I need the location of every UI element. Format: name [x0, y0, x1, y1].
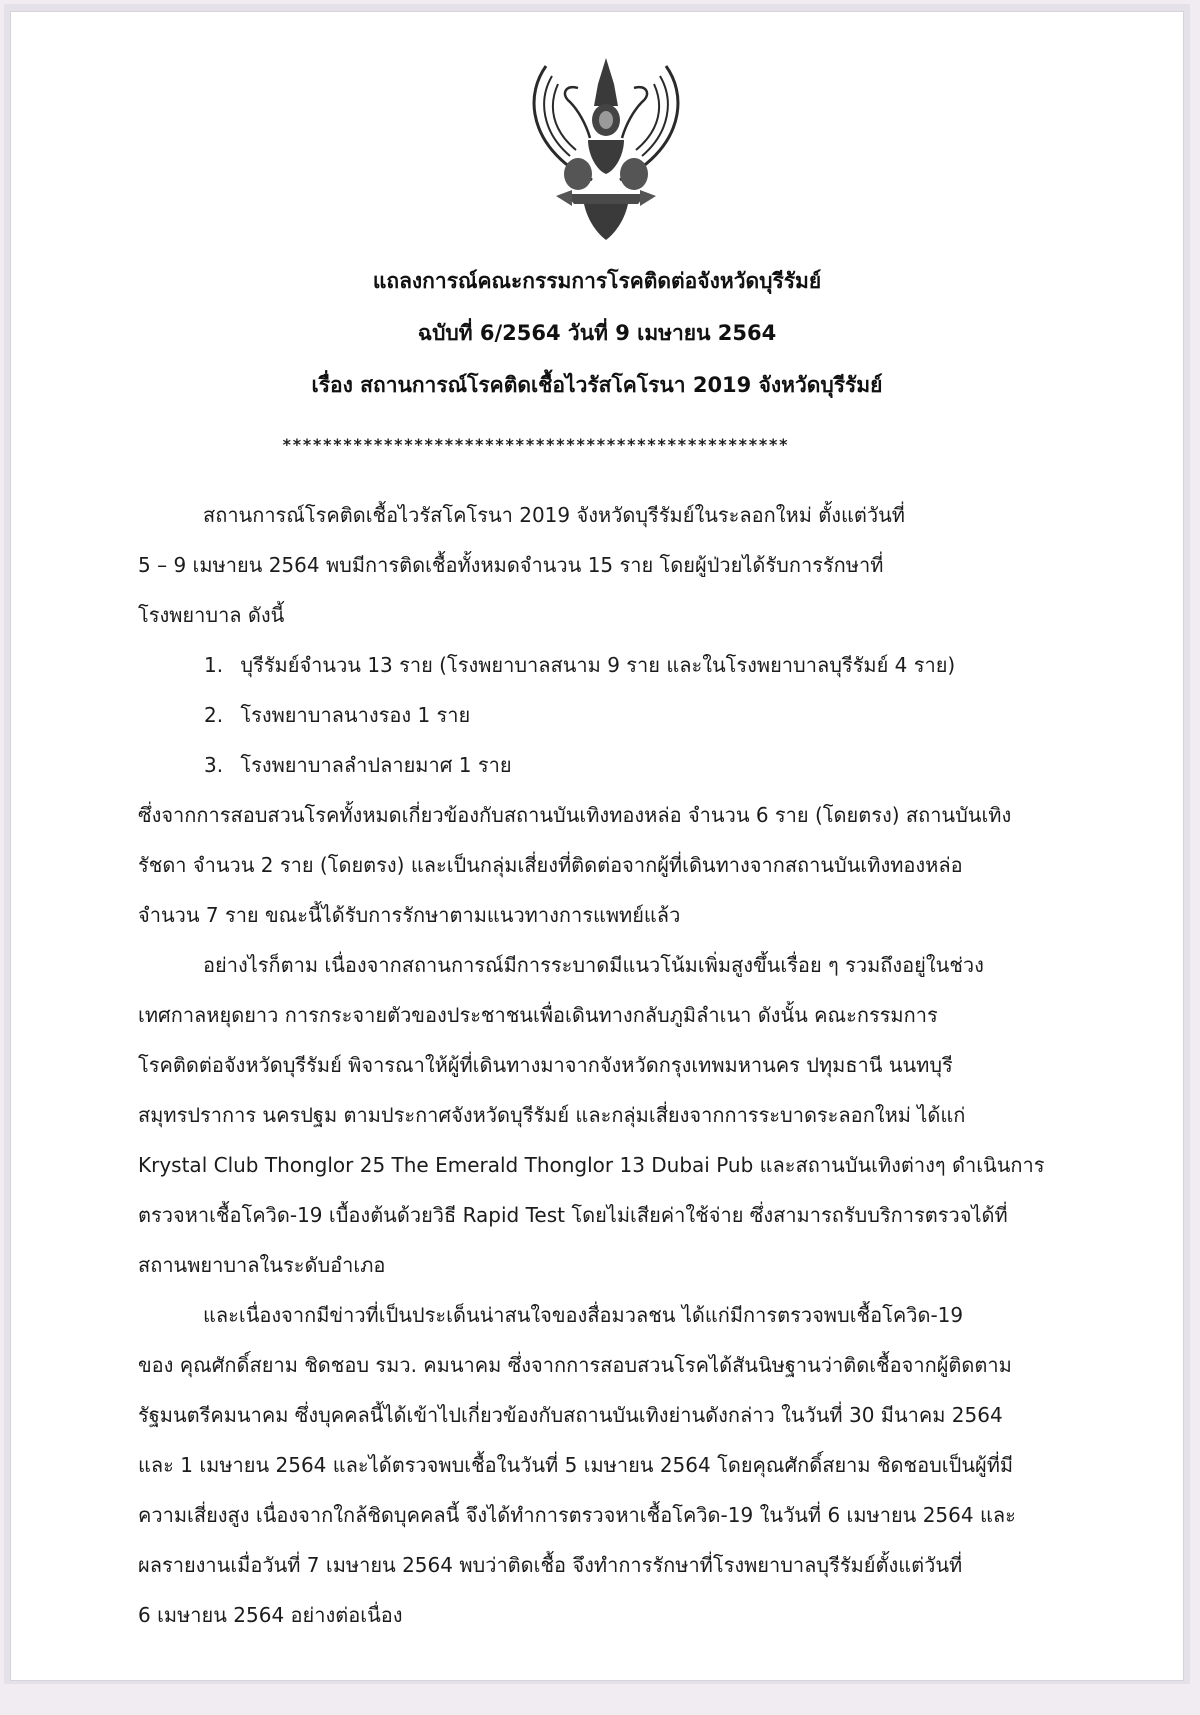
paragraph-3-line-2: เทศกาลหยุดยาว การกระจายตัวของประชาชนเพื่อเดินทางกลับภูมิลำเนา ดังนั้น คณะกรรมการ: [138, 1003, 938, 1027]
list-number: 1.: [204, 653, 224, 677]
paragraph-4-line-6: ผลรายงานเมื่อวันที่ 7 เมษายน 2564 พบว่าติดเชื้อ จึงทำการรักษาที่โรงพยาบาลบุรีรัมย์ตั้งแต่วันที่: [138, 1553, 963, 1577]
paragraph-1-line-1: สถานการณ์โรคติดเชื้อไวรัสโคโรนา 2019 จังหวัดบุรีรัมย์ในระลอกใหม่ ตั้งแต่วันที่: [203, 503, 905, 527]
list-item-2: [204, 699, 470, 731]
paragraph-4-line-3: รัฐมนตรีคมนาคม ซึ่งบุคคลนี้ได้เข้าไปเกี่ยวข้องกับสถานบันเทิงย่านดังกล่าว ในวันที่ 30 มีนาคม 2564: [138, 1403, 1003, 1427]
list-text: บุรีรัมย์จำนวน 13 ราย (โรงพยาบาลสนาม 9 ราย และในโรงพยาบาลบุรีรัมย์ 4 ราย): [240, 653, 956, 677]
paragraph-4-line-4: และ 1 เมษายน 2564 และได้ตรวจพบเชื้อในวันที่ 5 เมษายน 2564 โดยคุณศักดิ์สยาม ชิดชอบเป็นผู้ที่มี: [138, 1453, 1014, 1477]
list-item-1: [204, 649, 955, 681]
list-text: โรงพยาบาลนางรอง 1 ราย: [240, 703, 471, 727]
paragraph-4-line-2: ของ คุณศักดิ์สยาม ชิดชอบ รมว. คมนาคม ซึ่งจากการสอบสวนโรคได้สันนิษฐานว่าติดเชื้อจากผู้ติดตาม: [138, 1353, 1012, 1377]
paragraph-3-line-5: Krystal Club Thonglor 25 The Emerald Thonglor 13 Dubai Pub และสถานบันเทิงต่างๆ ดำเนินการ: [138, 1153, 1045, 1177]
paragraph-3-line-4: สมุทรปราการ นครปฐม ตามประกาศจังหวัดบุรีรัมย์ และกลุ่มเสี่ยงจากการระบาดระลอกใหม่ ได้แก่: [138, 1103, 966, 1127]
paragraph-4-line-7: 6 เมษายน 2564 อย่างต่อเนื่อง: [138, 1603, 403, 1627]
list-item-3: [204, 749, 512, 781]
list-number: 3.: [204, 753, 224, 777]
paragraph-3-line-7: สถานพยาบาลในระดับอำเภอ: [138, 1253, 386, 1277]
paragraph-3-line-1: อย่างไรก็ตาม เนื่องจากสถานการณ์มีการระบาดมีแนวโน้มเพิ่มสูงขึ้นเรื่อย ๆ รวมถึงอยู่ในช่วง: [203, 953, 984, 977]
announcement-number-date: ฉบับที่ 6/2564 วันที่ 9 เมษายน 2564: [417, 321, 777, 345]
paragraph-1-line-3: โรงพยาบาล ดังนี้: [138, 603, 285, 627]
paragraph-4-line-1: และเนื่องจากมีข่าวที่เป็นประเด็นน่าสนใจของสื่อมวลชน ได้แก่มีการตรวจพบเชื้อโควิด-19: [203, 1303, 964, 1327]
list-number: 2.: [204, 703, 224, 727]
document-page: [11, 12, 1183, 1680]
garuda-emblem-icon: [526, 54, 686, 244]
list-text: โรงพยาบาลลำปลายมาศ 1 ราย: [240, 753, 512, 777]
paragraph-2-line-3: จำนวน 7 ราย ขณะนี้ได้รับการรักษาตามแนวทางการแพทย์แล้ว: [138, 903, 681, 927]
paragraph-3-line-3: โรคติดต่อจังหวัดบุรีรัมย์ พิจารณาให้ผู้ที่เดินทางมาจากจังหวัดกรุงเทพมหานคร ปทุมธานี นนทบุรี: [138, 1053, 953, 1077]
announcement-subject: เรื่อง สถานการณ์โรคติดเชื้อไวรัสโคโรนา 2019 จังหวัดบุรีรัมย์: [311, 373, 883, 397]
paragraph-1-line-2: 5 – 9 เมษายน 2564 พบมีการติดเชื้อทั้งหมดจำนวน 15 ราย โดยผู้ป่วยได้รับการรักษาที่: [138, 553, 884, 577]
separator-line: **************************************************: [282, 435, 789, 454]
paragraph-2-line-1: ซึ่งจากการสอบสวนโรคทั้งหมดเกี่ยวข้องกับสถานบันเทิงทองหล่อ จำนวน 6 ราย (โดยตรง) สถานบันเทิง: [138, 803, 1012, 827]
paragraph-4-line-5: ความเสี่ยงสูง เนื่องจากใกล้ชิดบุคคลนี้ จึงได้ทำการตรวจหาเชื้อโควิด-19 ในวันที่ 6 เมษายน 2564 และ: [138, 1503, 1016, 1527]
paragraph-2-line-2: รัชดา จำนวน 2 ราย (โดยตรง) และเป็นกลุ่มเสี่ยงที่ติดต่อจากผู้ที่เดินทางจากสถานบันเทิงทองหล่อ: [138, 853, 963, 877]
paragraph-3-line-6: ตรวจหาเชื้อโควิด-19 เบื้องต้นด้วยวิธี Rapid Test โดยไม่เสียค่าใช้จ่าย ซึ่งสามารถรับบริการตรวจได้ที่: [138, 1203, 1008, 1227]
announcement-title: แถลงการณ์คณะกรรมการโรคติดต่อจังหวัดบุรีรัมย์: [372, 269, 822, 293]
